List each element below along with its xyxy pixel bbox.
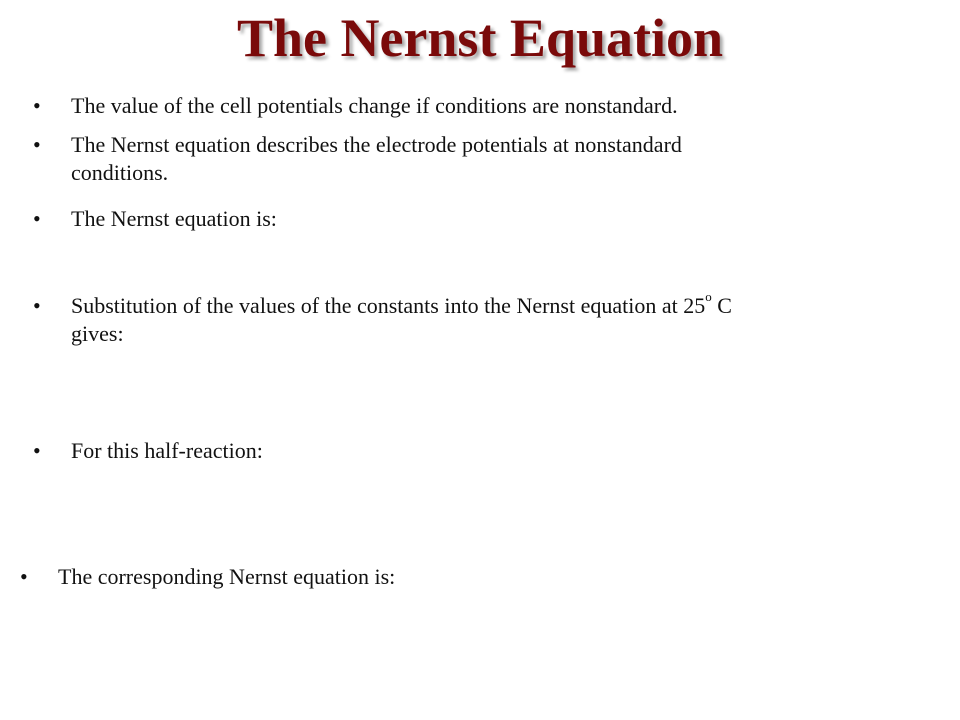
bullet-text: For this half-reaction: [71, 438, 263, 463]
bullet-icon: • [20, 564, 28, 589]
bullet-icon: • [33, 293, 41, 318]
bullet-text: The Nernst equation is: [71, 206, 277, 231]
bullet-text: The value of the cell potentials change if conditions are nonstandard. [71, 93, 678, 118]
degree-superscript: o [705, 288, 712, 304]
bullet-text [71, 131, 682, 187]
bullet-icon: • [33, 206, 41, 231]
bullet-text-line-2: conditions. [71, 160, 169, 185]
bullet-text [71, 288, 732, 348]
slide-title: The Nernst Equation [236, 8, 724, 68]
bullet-text-line-2: gives: [71, 321, 124, 346]
bullet-text: The corresponding Nernst equation is: [58, 564, 396, 589]
bullet-icon: • [33, 93, 41, 118]
bullet-icon: • [33, 132, 41, 157]
bullet-text-line-1-pre: Substitution of the values of the constants into the Nernst equation at 25 [71, 293, 706, 318]
bullet-text-line-1-post: C [711, 293, 732, 318]
bullet-text-line-1: The Nernst equation describes the electrode potentials at nonstandard [71, 132, 682, 157]
bullet-icon: • [33, 438, 41, 463]
